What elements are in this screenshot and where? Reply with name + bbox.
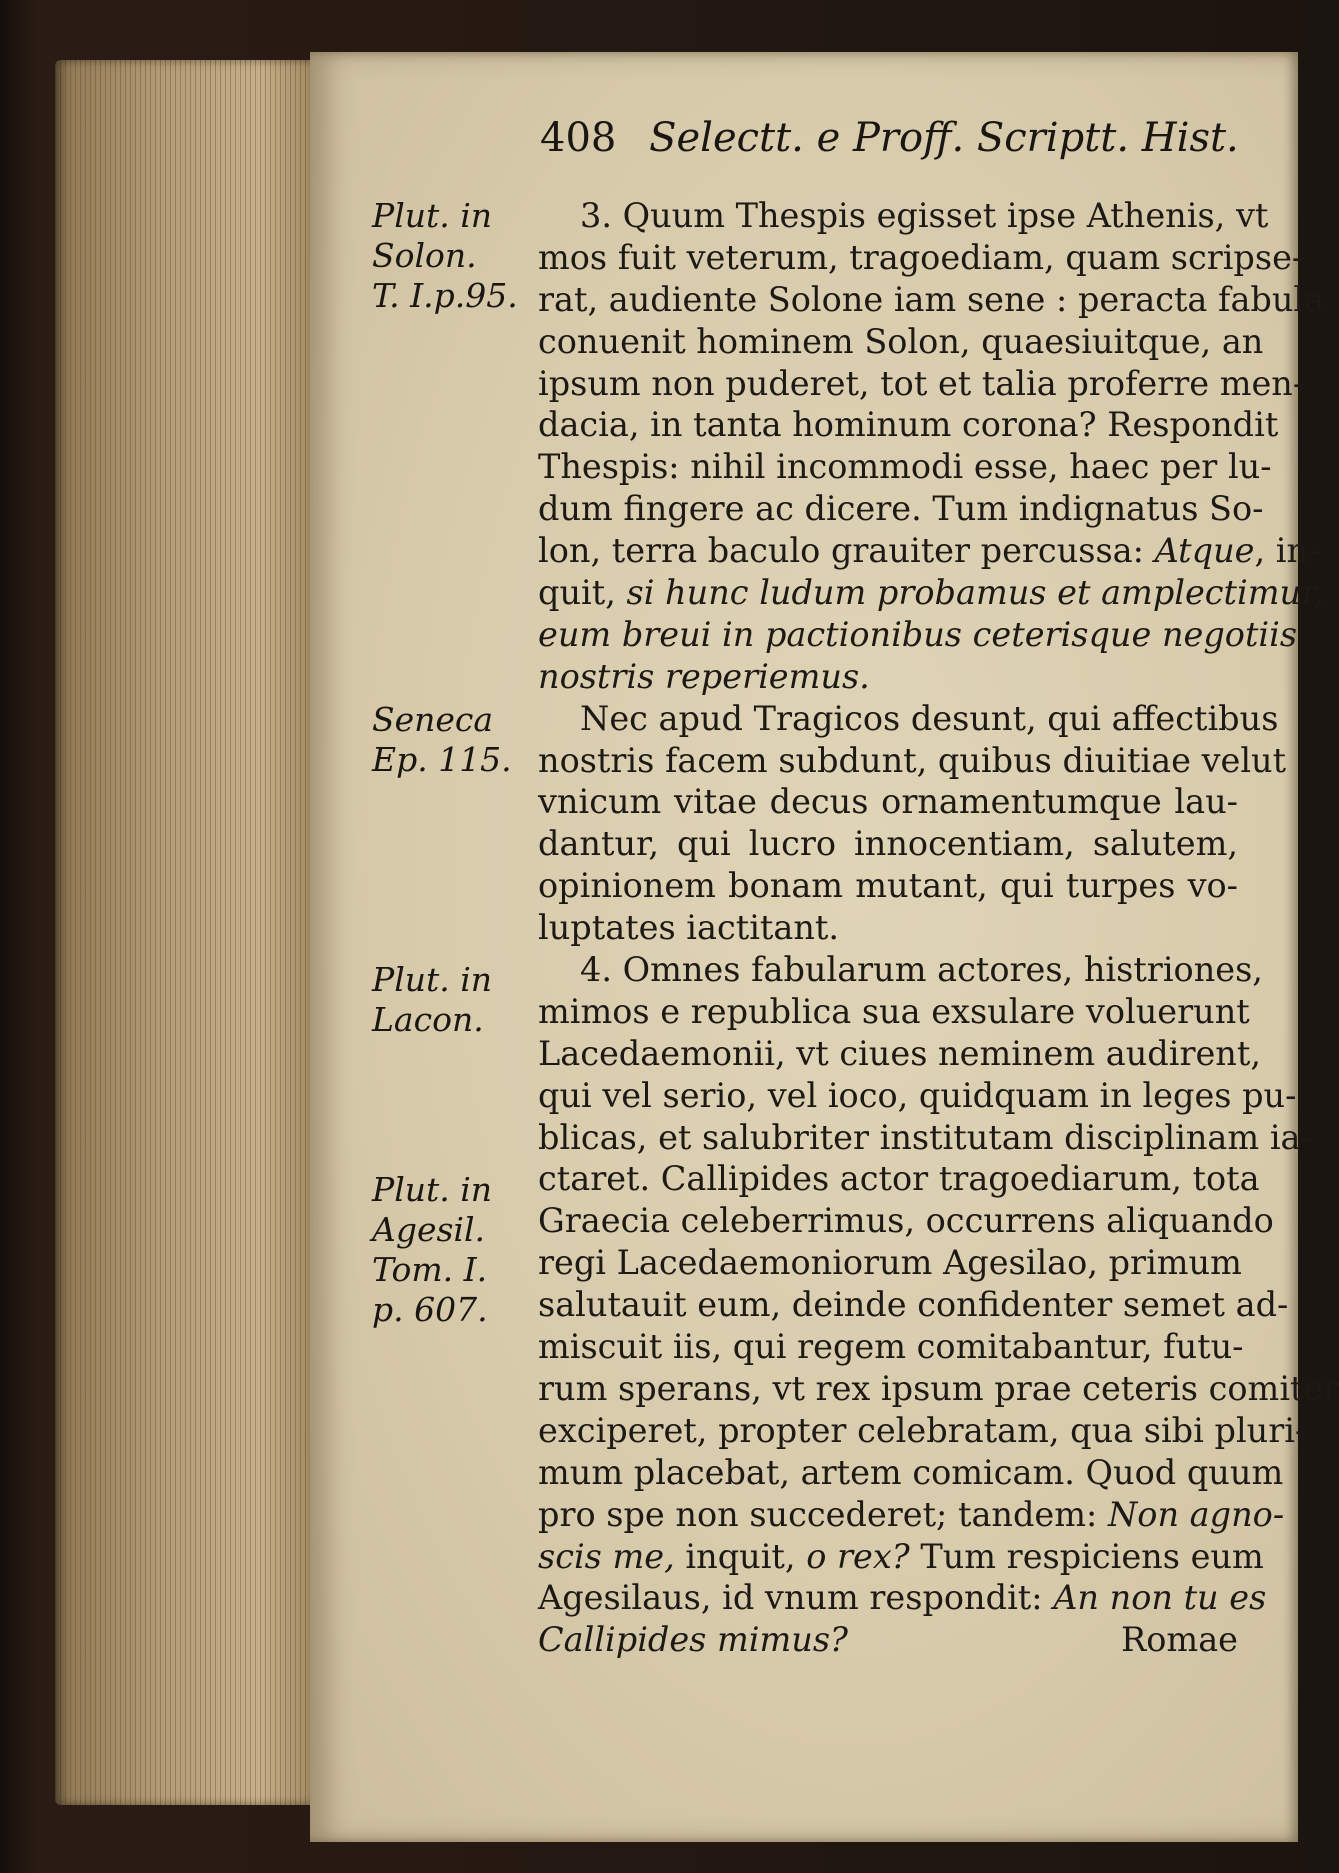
- text-line: [538, 321, 1264, 363]
- text-run: , in-: [1254, 531, 1320, 571]
- text-run: 3. Quum Thespis egisset ipse Athenis, vt: [580, 196, 1269, 235]
- italic-text: eum breui in pactionibus ceterisque negotiis: [538, 614, 1298, 654]
- text-line: [538, 1284, 1289, 1326]
- text-line: [538, 572, 1325, 614]
- text-run: dantur, qui lucro innocentiam, salutem,: [538, 824, 1238, 864]
- text-run: rat, audiente Solone iam sene : peracta fabula: [538, 279, 1325, 319]
- margin-note-line: p. 607.: [372, 1290, 488, 1329]
- text-line: [538, 1200, 1274, 1242]
- text-line: [538, 530, 1320, 572]
- text-run: lon, terra baculo grauiter percussa:: [538, 531, 1155, 571]
- text-run: rum sperans, vt rex ipsum prae ceteris comiter: [538, 1368, 1339, 1408]
- italic-text: si hunc ludum probamus et amplectimur,: [626, 573, 1325, 613]
- text-line: [538, 1117, 1312, 1159]
- text-run: exciperet, propter celebratam, qua sibi pluri-: [538, 1410, 1307, 1450]
- text-line: [538, 195, 1269, 237]
- text-line: [538, 446, 1272, 488]
- margin-note-line: Plut. in: [372, 1170, 493, 1209]
- text-run: dacia, in tanta hominum corona? Respondit: [538, 405, 1279, 445]
- margin-note-seneca: [372, 700, 512, 780]
- text-run: Agesilaus, id vnum respondit:: [538, 1578, 1054, 1618]
- text-run: ctaret. Callipides actor tragoediarum, tota: [538, 1159, 1260, 1199]
- page-number: 408: [540, 115, 617, 161]
- catchword: Romae: [1121, 1620, 1238, 1660]
- text-line: [538, 1619, 1238, 1661]
- running-title: Selectt. e Proff. Scriptt. Hist.: [649, 115, 1239, 161]
- text-run: mimos e republica sua exsulare voluerunt: [538, 991, 1250, 1031]
- margin-note-plut-agesil: [372, 1170, 492, 1330]
- text-line: [538, 991, 1250, 1033]
- margin-note-line: Seneca: [372, 700, 494, 739]
- text-run: Lacedaemonii, vt ciues neminem audirent,: [538, 1033, 1261, 1073]
- text-line: [538, 656, 1238, 698]
- text-line: [538, 237, 1304, 279]
- italic-text: nostris reperiemus.: [538, 656, 870, 696]
- text-line: [538, 949, 1263, 991]
- text-line: [538, 488, 1264, 530]
- text-run: opinionem bonam mutant, qui turpes vo-: [538, 866, 1238, 906]
- text-line: [538, 698, 1279, 740]
- text-line: [538, 1158, 1260, 1200]
- text-run: nostris facem subdunt, quibus diuitiae velut: [538, 740, 1287, 780]
- text-line: [538, 1494, 1285, 1536]
- running-header: [540, 115, 1239, 161]
- text-run: ipsum non puderet, tot et talia proferre men-: [538, 363, 1305, 403]
- text-run: dum fingere ac dicere. Tum indignatus So-: [538, 489, 1264, 529]
- margin-note-plut-lacon: [372, 960, 492, 1040]
- text-run: vnicum vitae decus ornamentumque lau-: [538, 782, 1238, 822]
- page-edges: [55, 60, 310, 1805]
- text-line: [538, 740, 1287, 782]
- text-run: salutauit eum, deinde confidenter semet ad-: [538, 1285, 1289, 1325]
- text-line: [538, 614, 1298, 656]
- margin-note-line: Tom. I.: [372, 1250, 488, 1289]
- text-run: Graecia celeberrimus, occurrens aliquando: [538, 1201, 1274, 1241]
- text-line: [538, 1368, 1339, 1410]
- text-line: [538, 1242, 1242, 1284]
- text-line: [538, 1577, 1267, 1619]
- text-run: luptates iactitant.: [538, 908, 840, 948]
- margin-note-plut-solon: [372, 196, 518, 316]
- text-line: [538, 404, 1279, 446]
- italic-text: An non tu es: [1053, 1578, 1267, 1618]
- text-line: [538, 1075, 1297, 1117]
- text-run: regi Lacedaemoniorum Agesilao, primum: [538, 1243, 1242, 1283]
- text-run: qui vel serio, vel ioco, quidquam in leges pu-: [538, 1075, 1297, 1115]
- text-line: [538, 1452, 1284, 1494]
- text-line: [538, 865, 1238, 907]
- text-run: mos fuit veterum, tragoediam, quam scripse-: [538, 237, 1304, 277]
- text-line: [538, 1326, 1244, 1368]
- italic-text: Non agno-: [1107, 1494, 1285, 1534]
- margin-note-line: Ep. 115.: [372, 740, 512, 779]
- text-run: Tum respiciens eum: [909, 1536, 1264, 1576]
- body-text: [538, 195, 1339, 1661]
- italic-text: Atque: [1154, 531, 1255, 571]
- margin-note-line: T. I.p.95.: [372, 276, 518, 315]
- text-line: [538, 1536, 1264, 1578]
- text-line: [538, 823, 1238, 865]
- text-line: [538, 1410, 1307, 1452]
- text-run: Thespis: nihil incommodi esse, haec per lu-: [538, 447, 1272, 487]
- text-run: miscuit iis, qui regem comitabantur, futu-: [538, 1327, 1244, 1367]
- margin-note-line: Solon.: [372, 236, 477, 275]
- margin-note-line: Lacon.: [372, 1000, 484, 1039]
- margin-note-line: Plut. in: [372, 196, 493, 235]
- margin-note-line: Plut. in: [372, 960, 493, 999]
- text-line: [538, 363, 1305, 405]
- text-run: conuenit hominem Solon, quaesiuitque, an: [538, 321, 1264, 361]
- text-line: [538, 781, 1238, 823]
- text-run: blicas, et salubriter institutam disciplinam ia-: [538, 1117, 1312, 1157]
- text-run: 4. Omnes fabularum actores, histriones,: [580, 950, 1263, 990]
- text-run: mum placebat, artem comicam. Quod quum: [538, 1452, 1284, 1492]
- text-line: [538, 907, 1238, 949]
- text-run: quit,: [538, 573, 627, 613]
- text-run: pro spe non succederet; tandem:: [538, 1494, 1108, 1534]
- text-run: inquit,: [674, 1536, 807, 1576]
- italic-text: Callipides mimus?: [538, 1620, 848, 1660]
- text-run: Nec apud Tragicos desunt, qui affectibus: [580, 698, 1279, 738]
- text-line: [538, 279, 1325, 321]
- italic-text: o rex?: [806, 1536, 910, 1576]
- italic-text: scis me,: [538, 1536, 675, 1576]
- margin-note-line: Agesil.: [372, 1210, 486, 1249]
- text-line: [538, 1033, 1261, 1075]
